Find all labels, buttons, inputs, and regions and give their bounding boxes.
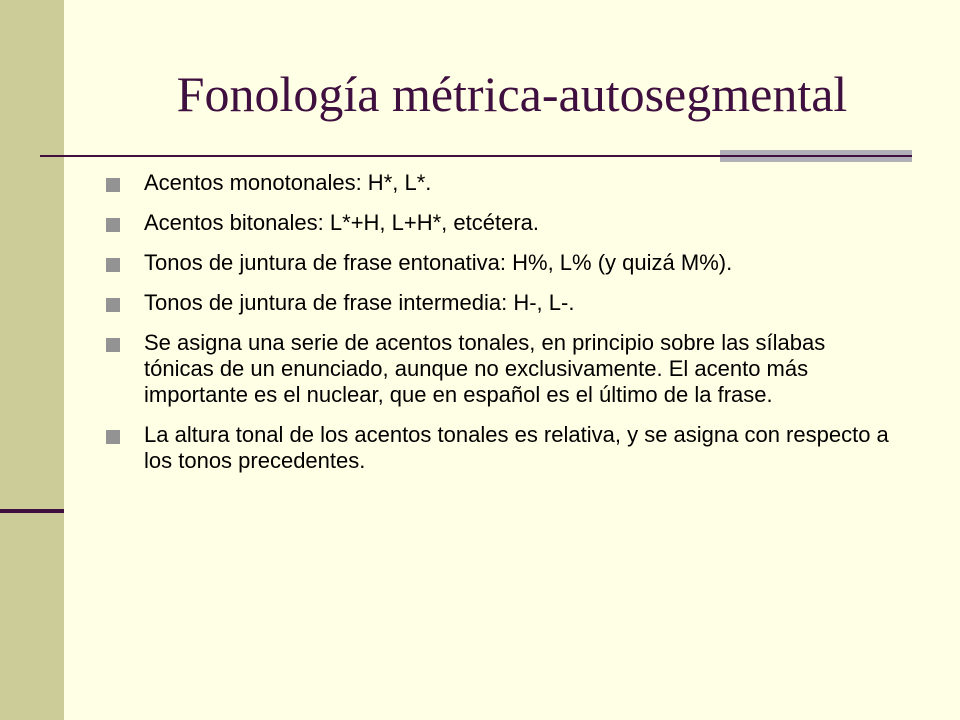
left-decorative-band: [0, 0, 64, 720]
bullet-item: [106, 290, 896, 316]
bullet-text: Acentos bitonales: L*+H, L+H*, etcétera.: [144, 210, 540, 235]
square-bullet-icon: [106, 338, 120, 352]
square-bullet-icon: [106, 298, 120, 312]
bullet-item: [106, 170, 896, 196]
bullet-list: [106, 170, 896, 488]
bullet-text: Tonos de juntura de frase intermedia: H-, L-.: [144, 290, 575, 315]
bullet-item: [106, 250, 896, 276]
square-bullet-icon: [106, 430, 120, 444]
bullet-item: [106, 422, 896, 474]
bullet-text: Tonos de juntura de frase entonativa: H%, L% (y quizá M%).: [144, 250, 733, 275]
left-band-accent-line: [0, 509, 64, 513]
slide-title: Fonología métrica-autosegmental: [176, 66, 848, 122]
square-bullet-icon: [106, 258, 120, 272]
bullet-text: La altura tonal de los acentos tonales es relativa, y se asigna con respecto a los tonos precedentes.: [144, 422, 889, 473]
bullet-item: [106, 210, 896, 236]
bullet-item: [106, 330, 896, 408]
bullet-text: Se asigna una serie de acentos tonales, en principio sobre las sílabas tónicas de un enunciado, aunque no exclusivamente. El acento más importante es el nuclear, que en español es el último de la frase.: [144, 330, 826, 407]
square-bullet-icon: [106, 218, 120, 232]
title-underline-accent: [720, 150, 912, 162]
square-bullet-icon: [106, 178, 120, 192]
bullet-text: Acentos monotonales: H*, L*.: [144, 170, 432, 195]
